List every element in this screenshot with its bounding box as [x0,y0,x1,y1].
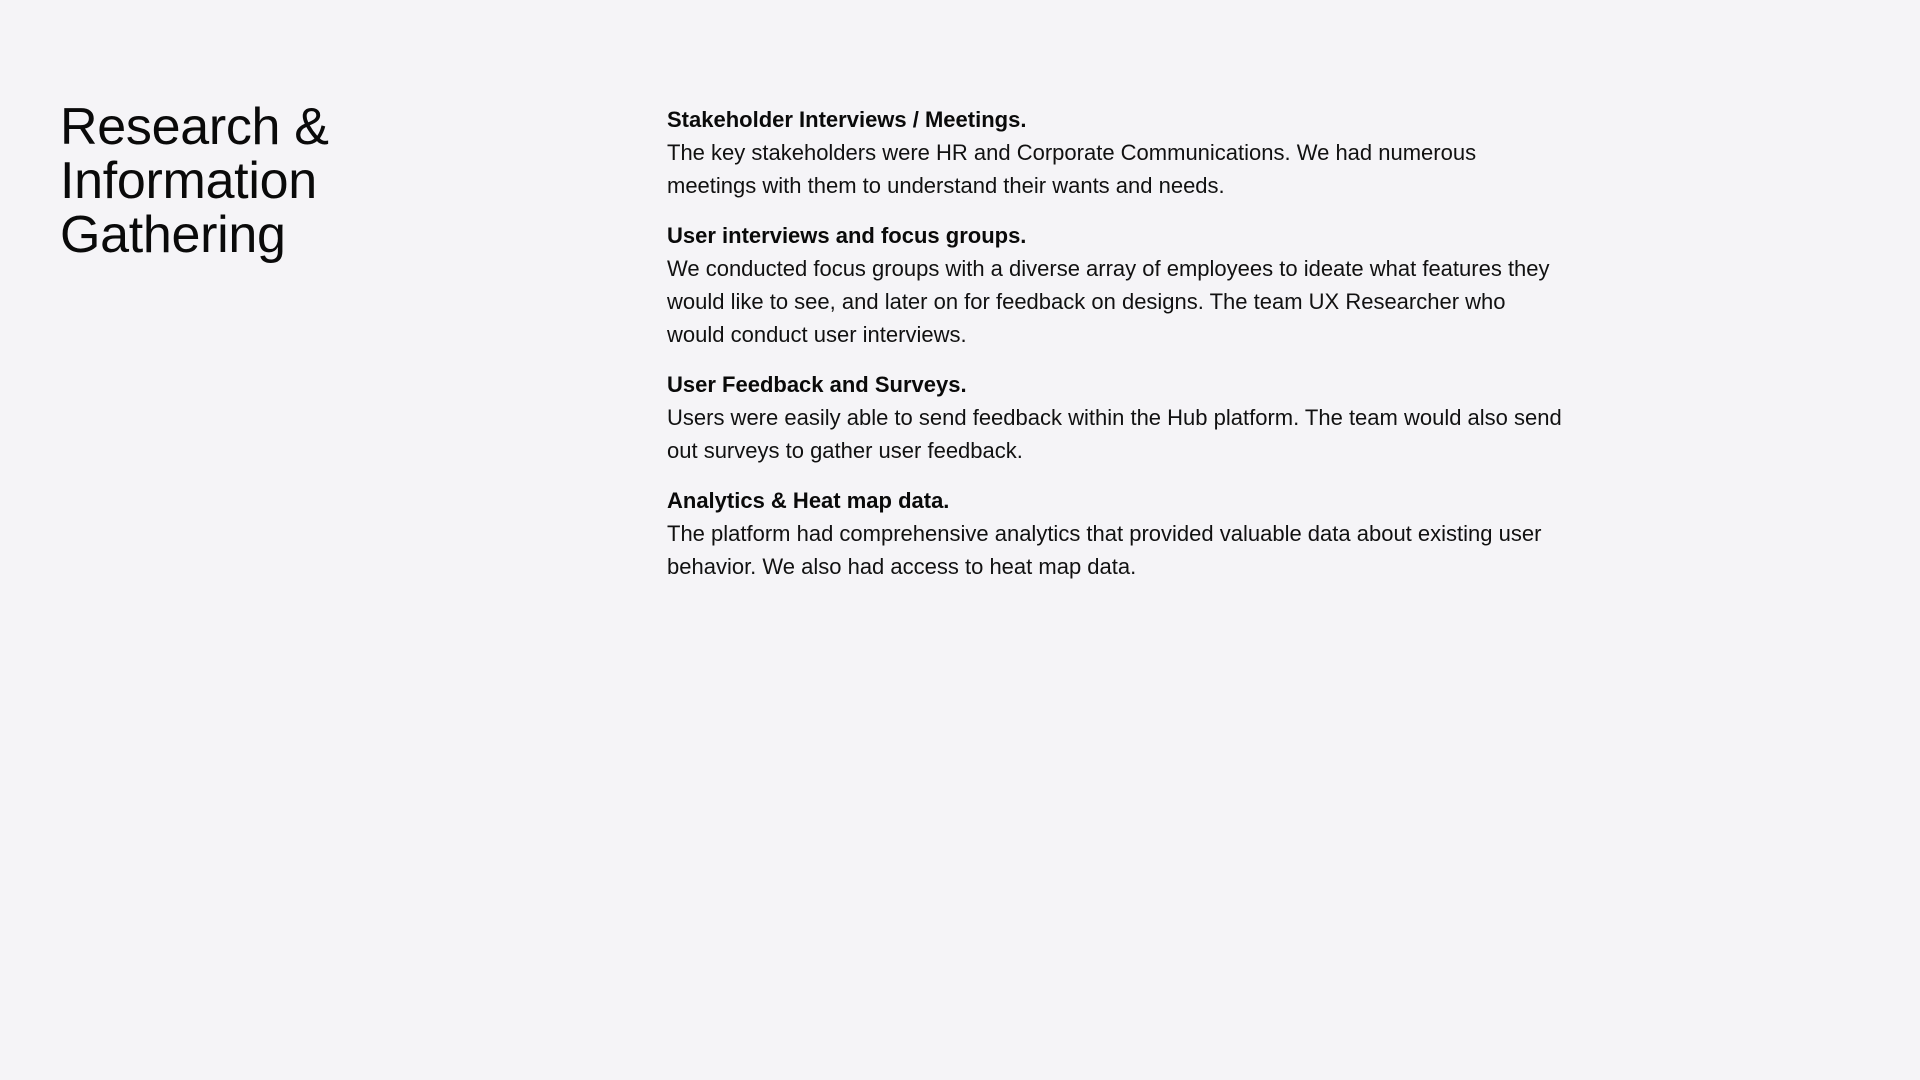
section-user-interviews [667,222,1567,351]
section-body: We conducted focus groups with a diverse array of employees to ideate what features they would like to see, and later on for feedback on designs. The team UX Researcher who would conduct user interviews. [667,256,1550,347]
section-heading: Analytics & Heat map data. [667,488,950,513]
section-body: Users were easily able to send feedback within the Hub platform. The team would also send out surveys to gather user feedback. [667,405,1562,463]
page-title: Research & Information Gathering [60,98,329,264]
section-stakeholder-interviews [667,106,1567,202]
research-sections [667,106,1567,603]
section-heading: Stakeholder Interviews / Meetings. [667,107,1027,132]
section-heading: User Feedback and Surveys. [667,372,967,397]
section-body: The platform had comprehensive analytics that provided valuable data about existing user behavior. We also had access to heat map data. [667,521,1542,579]
section-user-feedback [667,371,1567,467]
section-body: The key stakeholders were HR and Corporate Communications. We had numerous meetings with them to understand their wants and needs. [667,140,1477,198]
section-analytics [667,487,1567,583]
section-heading: User interviews and focus groups. [667,223,1027,248]
